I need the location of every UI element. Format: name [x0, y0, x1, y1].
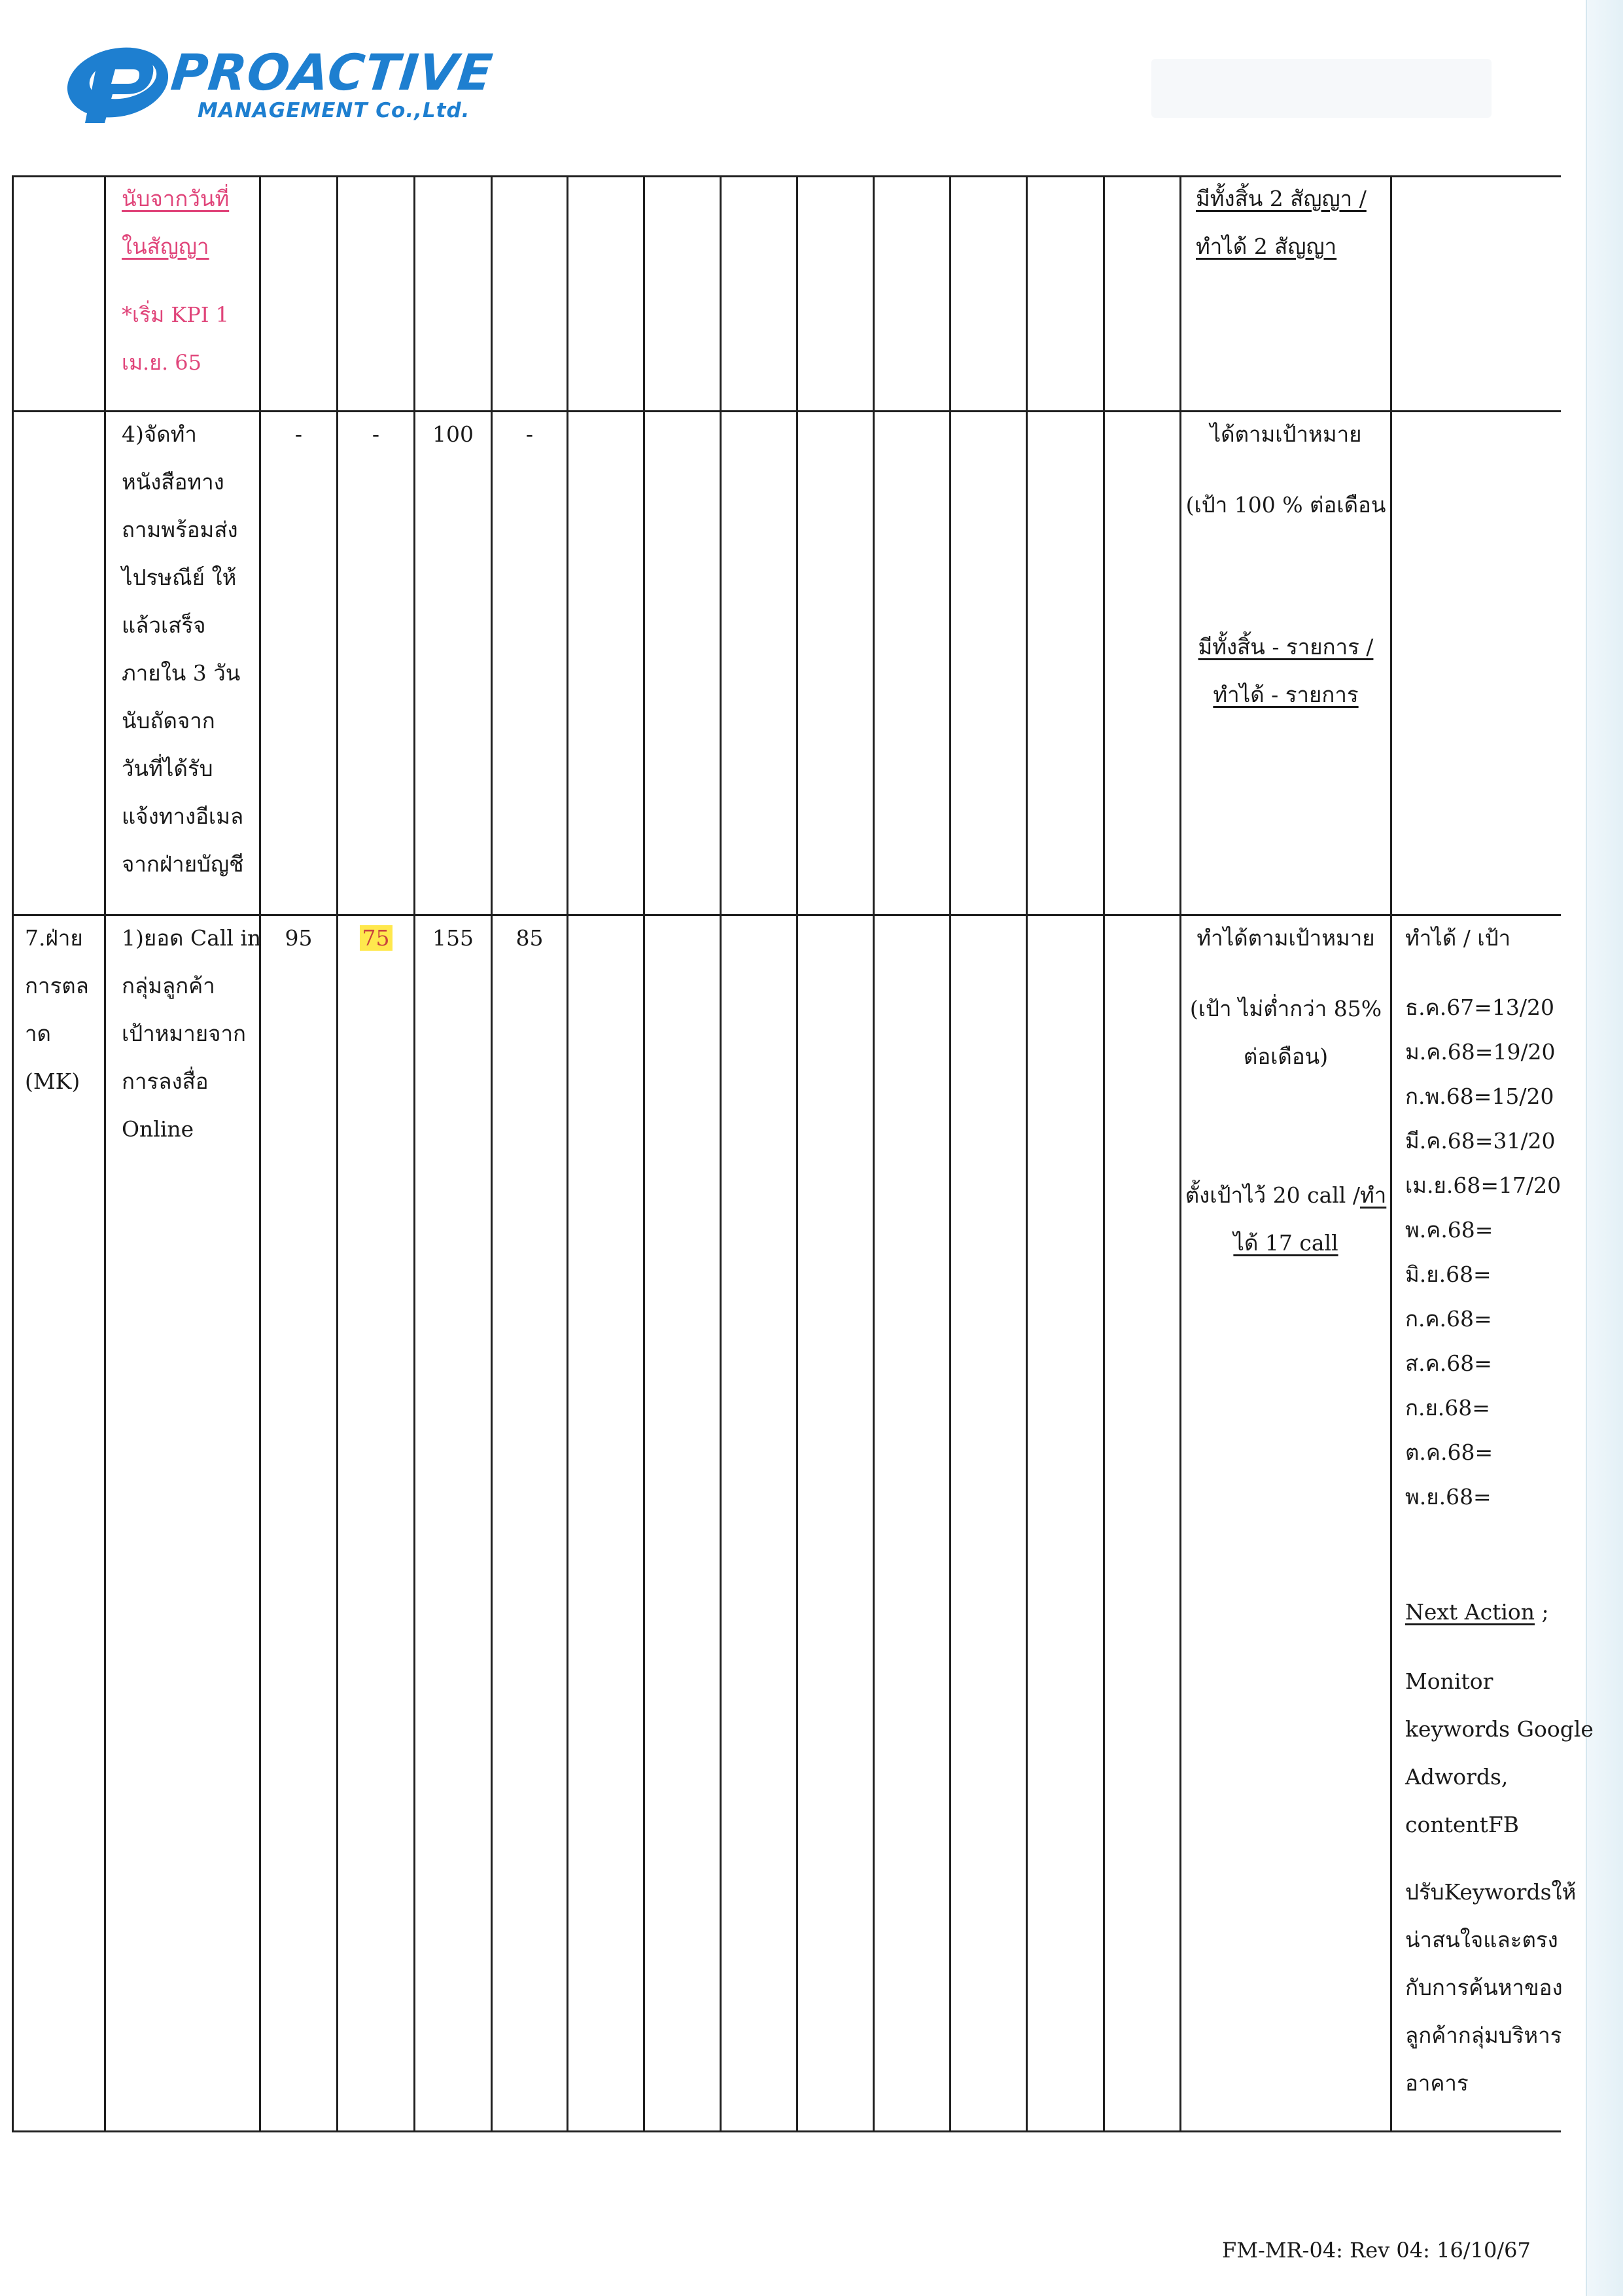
- value-cell: 85: [515, 925, 544, 951]
- col-border: [1103, 175, 1105, 2132]
- department-name: 7.ฝ่าย: [25, 925, 83, 951]
- action-text: contentFB: [1405, 1812, 1520, 1837]
- monthly-result: ธ.ค.67=13/20: [1405, 995, 1554, 1020]
- result-done: ได้ 17 call: [1233, 1230, 1338, 1256]
- kpi-start-note: เม.ย. 65: [122, 350, 202, 375]
- kpi-text: ภายใน 3 วัน: [122, 660, 241, 686]
- result-target: ต่อเดือน): [1243, 1044, 1329, 1069]
- department-name: (MK): [25, 1069, 80, 1094]
- monthly-result: พ.ย.68=: [1405, 1484, 1492, 1510]
- kpi-text: หนังสือทาง: [122, 469, 224, 495]
- kpi-text: 1)ยอด Call in: [122, 925, 262, 951]
- faint-stamp: [1151, 59, 1492, 118]
- result-set-line: [1181, 1171, 1390, 1219]
- monthly-result: ส.ค.68=: [1405, 1351, 1492, 1376]
- value-cell: -: [372, 421, 380, 447]
- kpi-text: ถามพร้อมส่ง: [122, 517, 238, 542]
- col-border: [259, 175, 261, 2132]
- table-bottom-border: [12, 2130, 1561, 2132]
- col-border: [1179, 175, 1181, 2132]
- result-count: มีทั้งสิ้น - รายการ /: [1198, 634, 1374, 660]
- next-action-separator: ;: [1535, 1599, 1549, 1625]
- action-text: น่าสนใจและตรง: [1405, 1927, 1558, 1952]
- result-set-text: ตั้งเป้าไว้ 20 call /: [1185, 1182, 1360, 1208]
- value-cell: 100: [432, 421, 474, 447]
- document-code: FM-MR-04: Rev 04: 16/10/67: [1222, 2238, 1531, 2263]
- logo-mark-icon: [60, 31, 171, 130]
- col-border: [491, 175, 493, 2132]
- logo-subtitle: MANAGEMENT Co.,Ltd.: [198, 99, 470, 122]
- monthly-result: ก.ย.68=: [1405, 1395, 1490, 1421]
- company-logo: [60, 31, 496, 130]
- col-border: [643, 175, 645, 2132]
- kpi-text: 4)จัดทำ: [122, 421, 197, 447]
- action-text: Adwords,: [1405, 1764, 1509, 1790]
- result-set-underlined: ทำ: [1359, 1182, 1387, 1208]
- col-border: [413, 175, 415, 2132]
- kpi-text: ไปรษณีย์ ให้: [122, 565, 237, 590]
- result-text: ทำได้ 2 สัญญา: [1196, 234, 1337, 259]
- result-text: มีทั้งสิ้น 2 สัญญา /: [1196, 186, 1367, 211]
- monthly-result: ก.ค.68=: [1405, 1306, 1492, 1332]
- result-status: ได้ตามเป้าหมาย: [1210, 421, 1362, 447]
- kpi-text: แจ้งทางอีเมล: [122, 804, 244, 829]
- note-heading: ทำได้ / เป้า: [1405, 925, 1511, 951]
- next-action-line: [1405, 1588, 1549, 1636]
- kpi-text: ในสัญญา: [122, 234, 209, 259]
- monthly-result: พ.ค.68=: [1405, 1217, 1493, 1243]
- kpi-text: กลุ่มลูกค้า: [122, 973, 215, 998]
- value-cell: 95: [285, 925, 313, 951]
- kpi-start-note: *เริ่ม KPI 1: [122, 302, 229, 327]
- col-border: [873, 175, 875, 2132]
- monthly-result: ม.ค.68=19/20: [1405, 1039, 1556, 1065]
- col-border: [949, 175, 951, 2132]
- col-border: [796, 175, 798, 2132]
- col-border: [104, 175, 106, 2132]
- kpi-text: จากฝ่ายบัญชี: [122, 851, 244, 877]
- monthly-result: ต.ค.68=: [1405, 1439, 1493, 1465]
- kpi-text: การลงสื่อ: [122, 1069, 209, 1094]
- kpi-text: แล้วเสร็จ: [122, 612, 206, 638]
- logo-wordmark: PROACTIVE: [168, 43, 496, 101]
- monthly-result: เม.ย.68=17/20: [1405, 1173, 1562, 1198]
- next-action-label: Next Action: [1405, 1599, 1535, 1625]
- kpi-text: นับถัดจาก: [122, 708, 215, 733]
- result-count: ทำได้ - รายการ: [1213, 682, 1359, 707]
- value-cell: -: [525, 421, 534, 447]
- col-border: [1390, 175, 1392, 2132]
- value-cell: -: [294, 421, 303, 447]
- kpi-text: Online: [122, 1116, 194, 1142]
- col-border: [567, 175, 568, 2132]
- value-cell-highlighted: [338, 914, 413, 962]
- monthly-result: ก.พ.68=15/20: [1405, 1084, 1554, 1109]
- action-text: keywords Google: [1405, 1716, 1594, 1742]
- monthly-result: มิ.ย.68=: [1405, 1262, 1492, 1287]
- col-border: [1026, 175, 1028, 2132]
- action-text: Monitor: [1405, 1669, 1493, 1694]
- action-text: ลูกค้ากลุ่มบริหาร: [1405, 2022, 1562, 2048]
- scan-edge: [1586, 0, 1623, 2296]
- col-border: [336, 175, 338, 2132]
- department-name: าด: [25, 1021, 51, 1046]
- result-status: ทำได้ตามเป้าหมาย: [1196, 925, 1375, 951]
- result-target: (เป้า ไม่ต่ำกว่า 85%: [1189, 996, 1382, 1021]
- action-text: ปรับKeywordsให้: [1405, 1879, 1577, 1905]
- kpi-text: วันที่ได้รับ: [122, 756, 213, 781]
- action-text: อาคาร: [1405, 2070, 1469, 2096]
- col-border: [12, 175, 14, 2132]
- kpi-text: นับจากวันที่: [122, 186, 230, 211]
- result-target: (เป้า 100 % ต่อเดือน: [1185, 492, 1386, 518]
- monthly-result: มี.ค.68=31/20: [1405, 1128, 1556, 1154]
- value-cell: 155: [432, 925, 474, 951]
- col-border: [720, 175, 722, 2132]
- highlighted-value: 75: [360, 925, 393, 951]
- department-name: การตล: [25, 973, 89, 998]
- action-text: กับการค้นหาของ: [1405, 1975, 1563, 2000]
- kpi-text: เป้าหมายจาก: [122, 1021, 246, 1046]
